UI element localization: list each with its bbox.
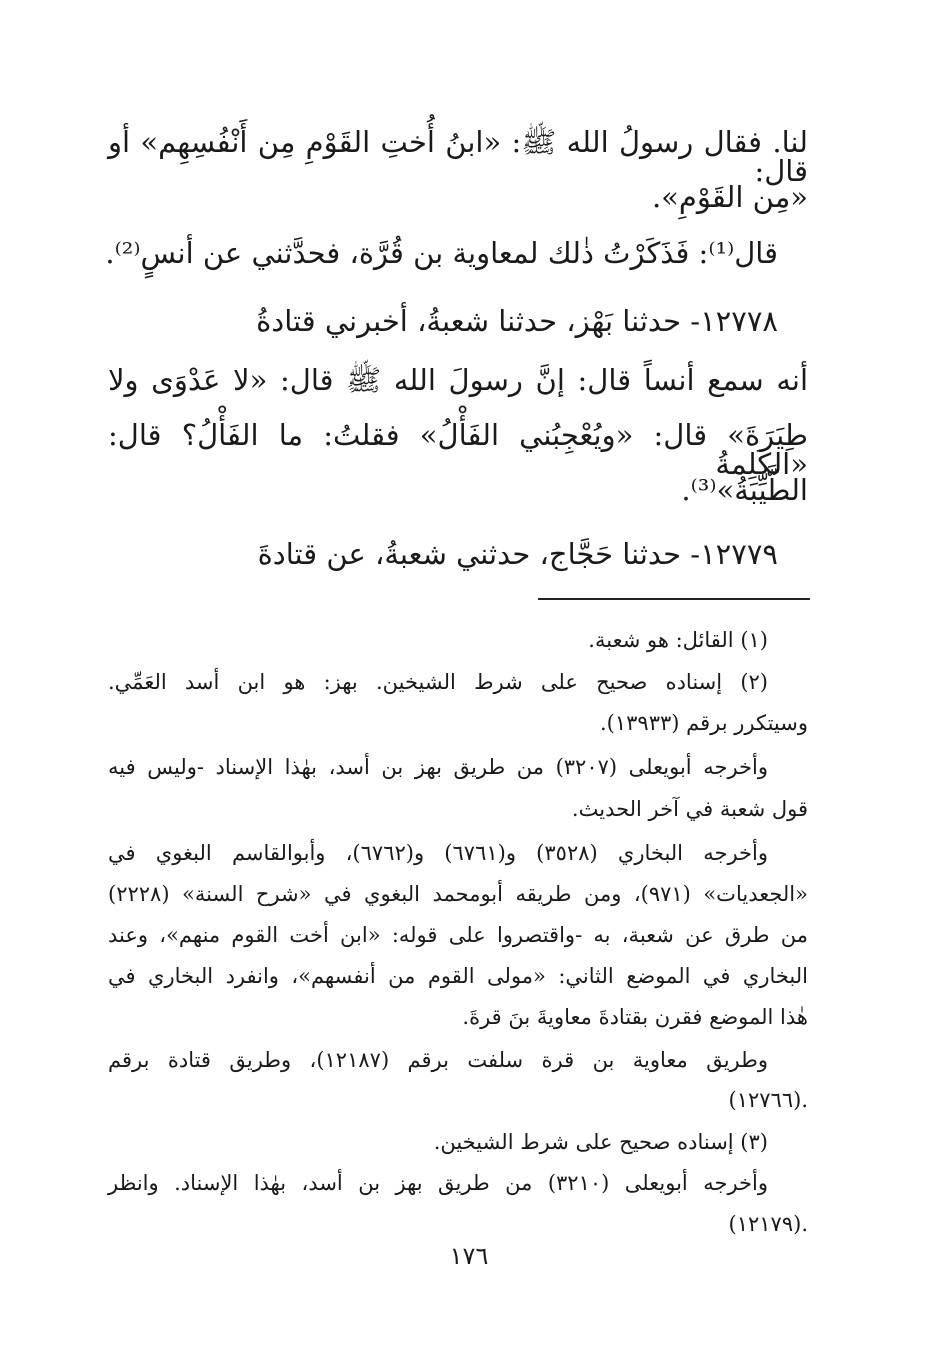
footnote-2-line-9: هٰذا الموضع فقرن بقتادةَ معاويةَ بنَ قرةَ. [462,1005,808,1029]
footnote-2-line-4: قول شعبة في آخر الحديث. [571,797,808,821]
main-text-line-3: قال⁽¹⁾: فَذَكَرْتُ ذٰلك لمعاوية بن قُرَّة، فحدَّثني عن أنسٍ⁽²⁾. [105,236,778,270]
main-text-line-5: أنه سمع أنساً قال: إنَّ رسولَ الله ﷺ قال: «لا عَدْوَى ولا [108,363,808,397]
main-text-line-7: الطَّيِّبَةُ»⁽³⁾. [681,473,808,507]
footnote-2-line-1: (٢) إسناده صحيح على شرط الشيخين. بهز: هو ابن أسد العَمِّي. [108,670,768,694]
footnote-2-line-7: من طرق عن شعبة، به -واقتصروا على قوله: «ابن أخت القوم منهم»، وعند [108,923,808,947]
main-text-line-6: طِيَرَةَ» قال: «ويُعْجِبُني الفَأْلُ» فقلتُ: ما الفَأْلُ؟ قال: «الكَلِمةُ [108,418,808,481]
footnote-3-line-1: (٣) إسناده صحيح على شرط الشيخين. [433,1130,768,1154]
footnote-2-line-2: وسيتكرر برقم (١٣٩٣٣). [599,711,808,735]
main-text-line-2: «مِن القَوْمِ». [651,180,808,214]
footnote-separator [538,598,810,600]
footnote-3-line-3: (١٢١٧٩). [728,1212,808,1236]
main-text-line-1: لنا. فقال رسولُ الله ﷺ: «ابنُ أُختِ القَوْمِ مِن أَنْفُسِهِم» أو قال: [108,125,808,188]
page-number: ١٧٦ [449,1242,489,1270]
footnote-3-line-2: وأخرجه أبويعلى (٣٢١٠) من طريق بهز بن أسد، بهٰذا الإسناد. وانظر [108,1171,768,1195]
footnote-2-line-5: وأخرجه البخاري (٣٥٢٨) و(٦٧٦١) و(٦٧٦٢)، وأبوالقاسم البغوي في [108,841,769,865]
footnote-2-line-8: البخاري في الموضع الثاني: «مولى القوم من أنفسهم»، وانفرد البخاري في [108,964,808,988]
footnote-1: (١) القائل: هو شعبة. [588,628,768,652]
footnote-2-line-10: وطريق معاوية بن قرة سلفت برقم (١٢١٨٧)، وطريق قتادة برقم [108,1048,769,1072]
footnote-2-line-6: «الجعديات» (٩٧١)، ومن طريقه أبومحمد البغوي في «شرح السنة» (٢٢٢٨) [108,882,808,906]
hadith-12778-header: ١٢٧٧٨- حدثنا بَهْز، حدثنا شعبةُ، أخبرني قتادةُ [256,304,778,338]
hadith-12779-header: ١٢٧٧٩- حدثنا حَجَّاج، حدثني شعبةُ، عن قتادةَ [257,537,778,571]
footnote-2-line-3: وأخرجه أبويعلى (٣٢٠٧) من طريق بهز بن أسد، بهٰذا الإسناد -وليس فيه [108,755,768,779]
footnote-2-line-11: (١٢٧٦٦). [728,1088,808,1112]
